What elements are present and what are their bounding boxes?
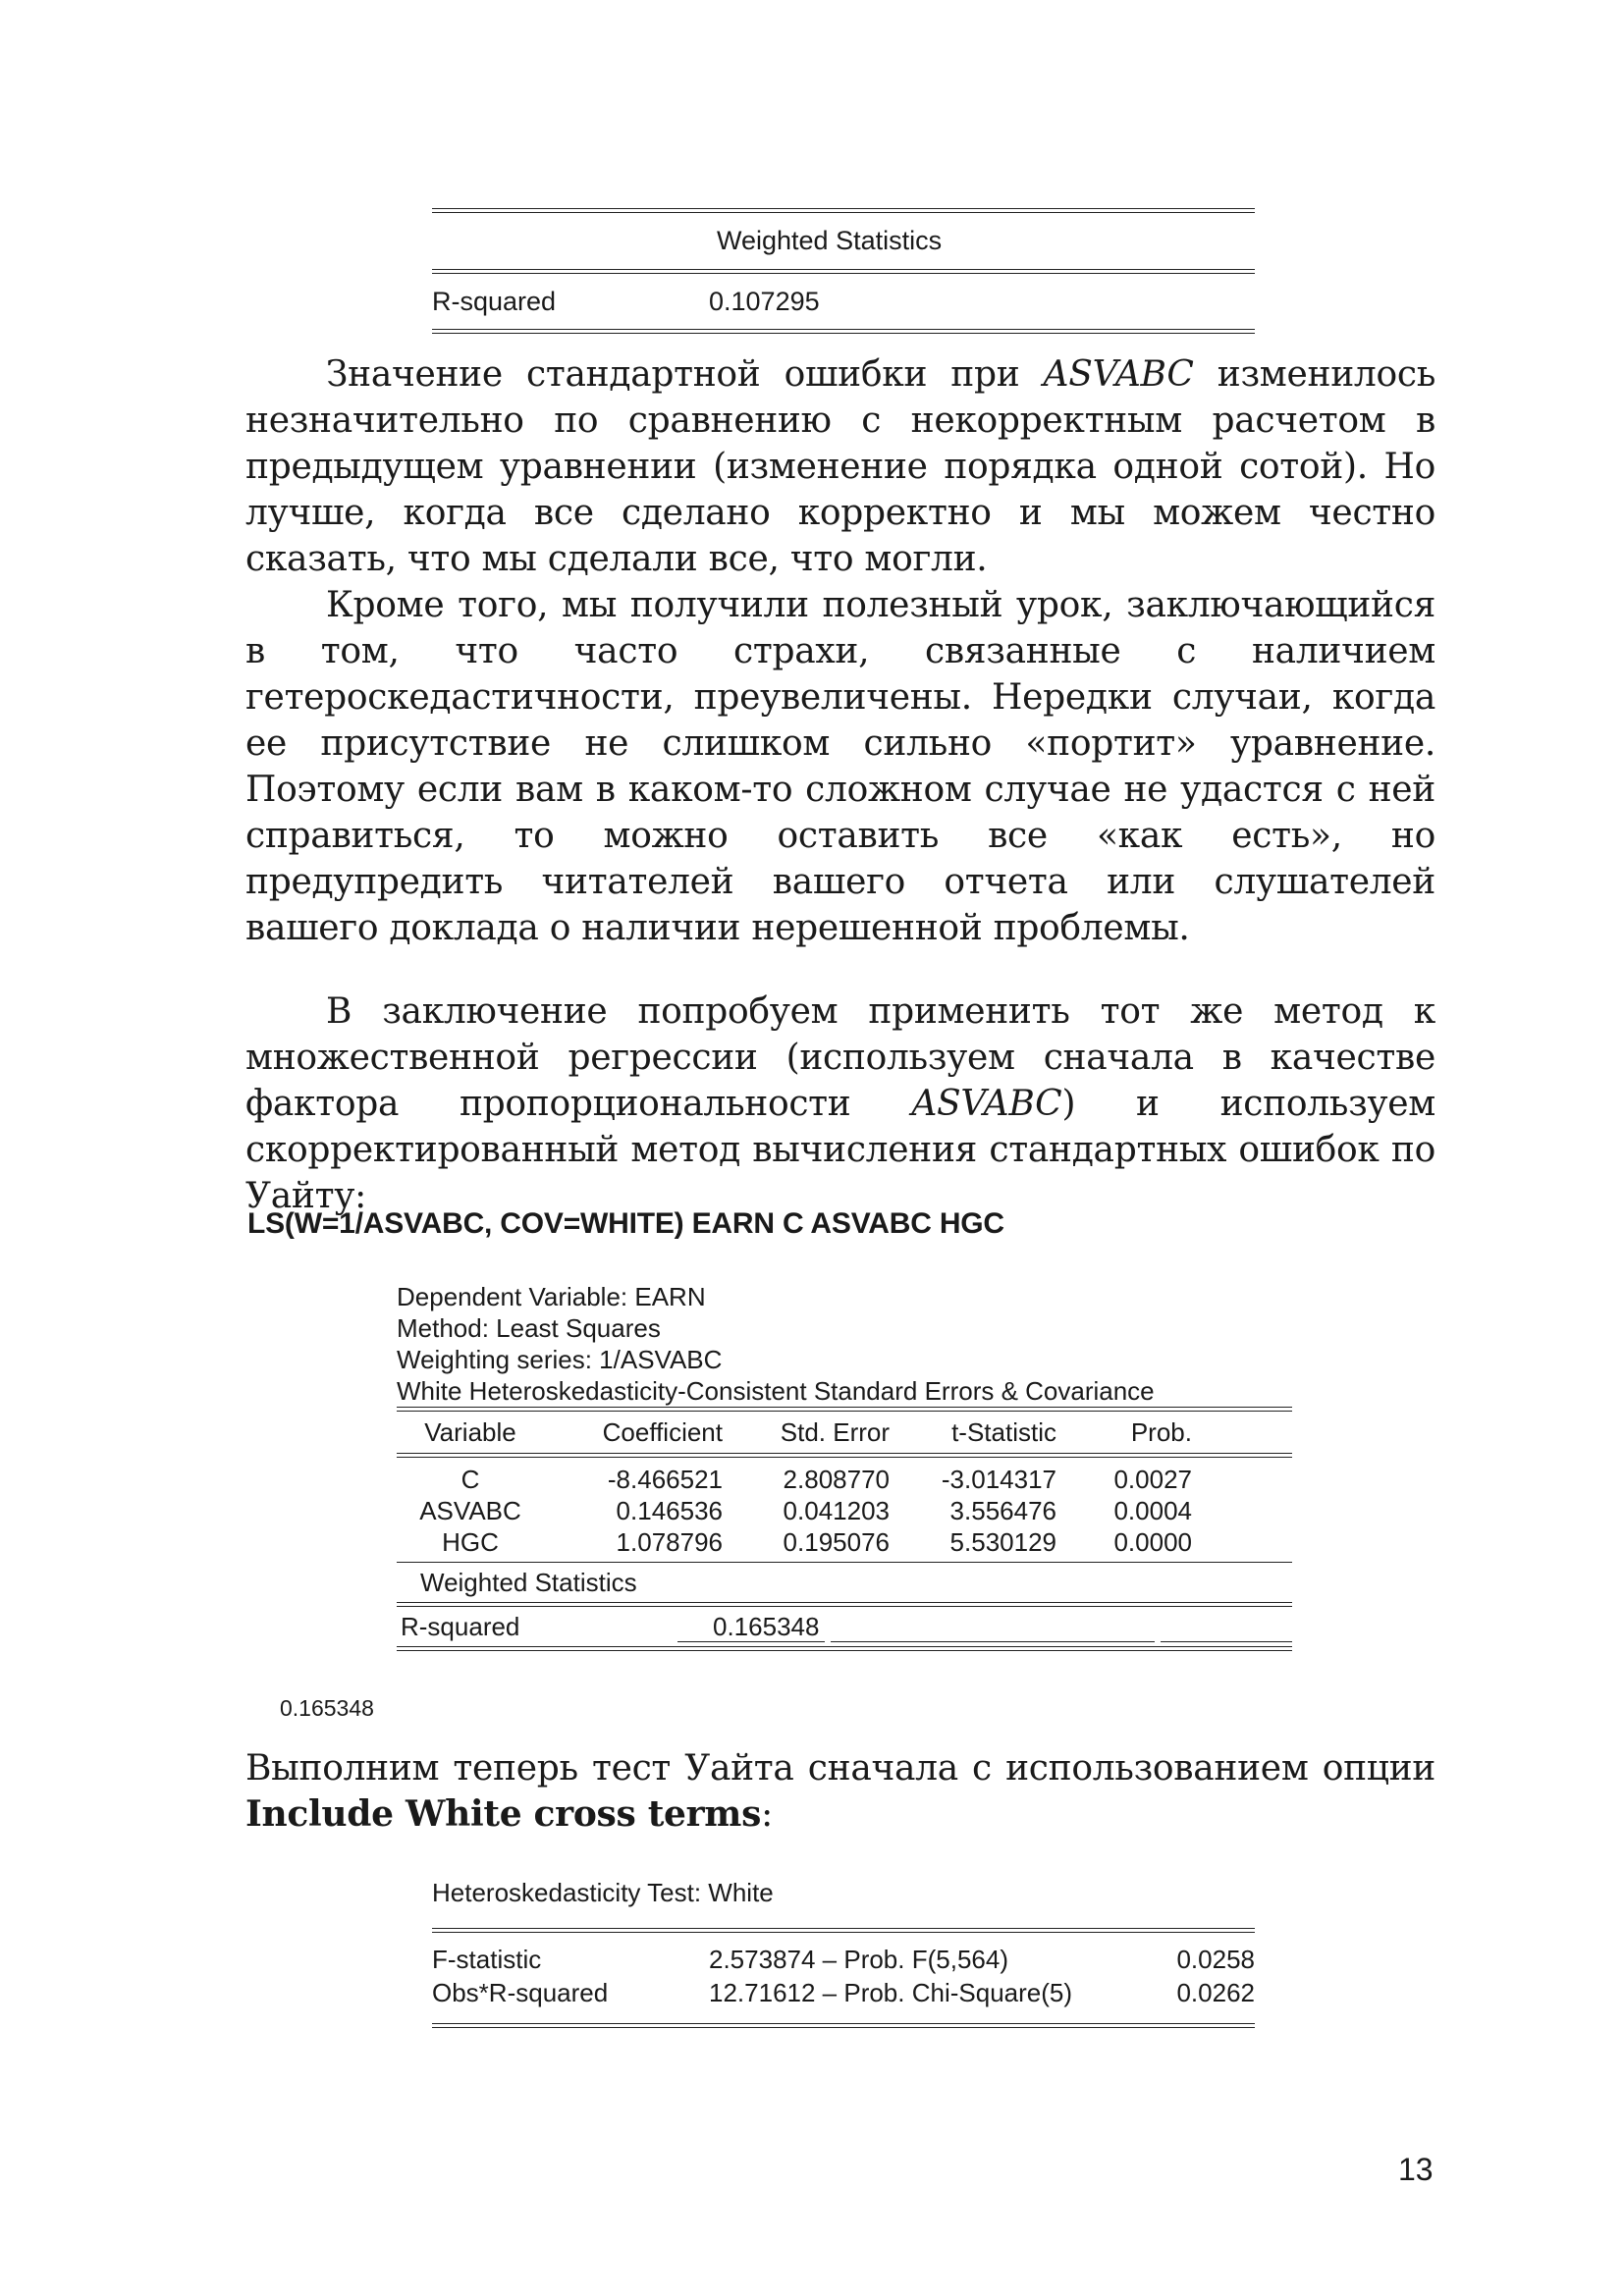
col-variable: Variable <box>424 1416 516 1447</box>
table-row <box>432 1976 1255 2009</box>
double-rule <box>432 329 1255 334</box>
col-prob: Prob. <box>1130 1416 1192 1447</box>
table-row <box>397 1464 1292 1495</box>
rsquared-row <box>397 1607 1292 1646</box>
paragraph-lesson: Кроме того, мы получили полезный урок, заключающийся в том, что часто страхи, связанные с наличием гетероскедастичности, преувеличены. Нередки случаи, когда ее присутствие не слишком сильно «портит» уравнение. Поэтому если вам в каком-то сложном случае не удастся с ней справиться, то можно оставить все «как есть», но предупредить читателей вашего отчета или слушателей вашего доклада о наличии нерешенной проблемы. <box>245 585 1435 948</box>
table-row <box>397 1526 1292 1558</box>
paragraph-conclusion <box>245 988 1435 1219</box>
weighted-stats-table <box>432 208 1255 334</box>
cell-variable: ASVABC <box>419 1495 521 1525</box>
eviews-command: LS(W=1/ASVABC, COV=WHITE) EARN C ASVABC HGC <box>247 1207 1004 1240</box>
text-span: Выполним теперь тест Уайта сначала с использованием опции <box>245 1748 1435 1789</box>
white-test-output <box>432 1875 1255 2028</box>
regression-meta <box>397 1281 1292 1407</box>
rsquared-value: 0.165348 <box>713 1611 820 1641</box>
text-span: ) и используем скорректированный метод вычисления стандартных ошибок по Уайту: <box>245 1084 1435 1216</box>
table-row <box>432 1943 1255 1976</box>
double-rule <box>397 1646 1292 1651</box>
stat-label: Obs*R-squared <box>432 1977 609 2007</box>
math-var: ASVABC <box>911 1084 1062 1124</box>
table-row <box>397 1495 1292 1526</box>
regression-output <box>397 1281 1292 1651</box>
rsquared-row <box>432 274 1255 329</box>
double-rule <box>432 2023 1255 2028</box>
body-text-3 <box>245 1745 1435 1838</box>
body-text-2 <box>245 988 1435 1219</box>
cell-std-error: 0.195076 <box>783 1526 890 1557</box>
cell-t-statistic: 5.530129 <box>949 1526 1056 1557</box>
text-span: Значение стандартной ошибки при <box>326 354 1044 395</box>
cell-prob: 0.0000 <box>1113 1526 1192 1557</box>
underline-mark <box>831 1641 1155 1642</box>
cell-coefficient: 0.146536 <box>616 1495 723 1525</box>
rsquared-value: 0.107295 <box>709 286 820 316</box>
text-span: изменилось незначительно по сравнению с некорректным расчетом в предыдущем уравнении (изменение порядка одной сотой). Но лучше, когда все сделано корректно и мы можем честно сказать, что мы сделали все, что могли. <box>245 354 1436 579</box>
cell-prob: 0.0027 <box>1113 1464 1192 1494</box>
paragraph-standard-error <box>245 351 1435 582</box>
meta-line: Dependent Variable: EARN <box>397 1282 706 1311</box>
body-text-1 <box>245 351 1435 951</box>
col-std-error: Std. Error <box>780 1416 890 1447</box>
paragraph-white-test <box>245 1745 1435 1838</box>
stat-value: 2.573874 – Prob. F(5,564) <box>709 1944 1008 1974</box>
rsquared-label: R-squared <box>401 1611 520 1641</box>
text-span: : <box>761 1794 773 1835</box>
meta-line: White Heteroskedasticity-Consistent Standard Errors & Covariance <box>397 1376 1155 1406</box>
meta-line: Method: Least Squares <box>397 1313 661 1343</box>
weighted-stats-header: Weighted Statistics <box>717 226 943 255</box>
column-headers <box>397 1412 1292 1453</box>
cell-t-statistic: -3.014317 <box>941 1464 1056 1494</box>
underline-mark <box>1161 1641 1292 1642</box>
math-var: ASVABC <box>1043 354 1194 395</box>
white-test-title: Heteroskedasticity Test: White <box>432 1878 774 1907</box>
page-number: 13 <box>1398 2152 1434 2187</box>
bold-term: Include White cross terms <box>245 1793 762 1835</box>
col-coefficient: Coefficient <box>602 1416 723 1447</box>
stat-value: 12.71612 – Prob. Chi-Square(5) <box>709 1977 1073 2007</box>
stat-prob: 0.0258 <box>1176 1944 1255 1974</box>
rsquared-label: R-squared <box>432 286 557 316</box>
cell-prob: 0.0004 <box>1113 1495 1192 1525</box>
cell-std-error: 0.041203 <box>783 1495 890 1525</box>
meta-line: Weighting series: 1/ASVABC <box>397 1345 723 1374</box>
cell-coefficient: -8.466521 <box>607 1464 723 1494</box>
col-t-statistic: t-Statistic <box>951 1416 1056 1447</box>
cell-std-error: 2.808770 <box>783 1464 890 1494</box>
cell-variable: HGC <box>442 1526 499 1557</box>
text-span: В заключение попробуем применить тот же метод к множественной регрессии (используем сначала в качестве фактора пропорциональности <box>245 991 1435 1124</box>
stray-rsquared-value: 0.165348 <box>280 1695 374 1721</box>
cell-variable: C <box>460 1464 480 1494</box>
stat-prob: 0.0262 <box>1176 1977 1255 2007</box>
weighted-stats-header: Weighted Statistics <box>420 1567 637 1597</box>
stat-label: F-statistic <box>432 1944 542 1974</box>
underline-mark <box>677 1641 825 1642</box>
cell-coefficient: 1.078796 <box>616 1526 723 1557</box>
cell-t-statistic: 3.556476 <box>949 1495 1056 1525</box>
